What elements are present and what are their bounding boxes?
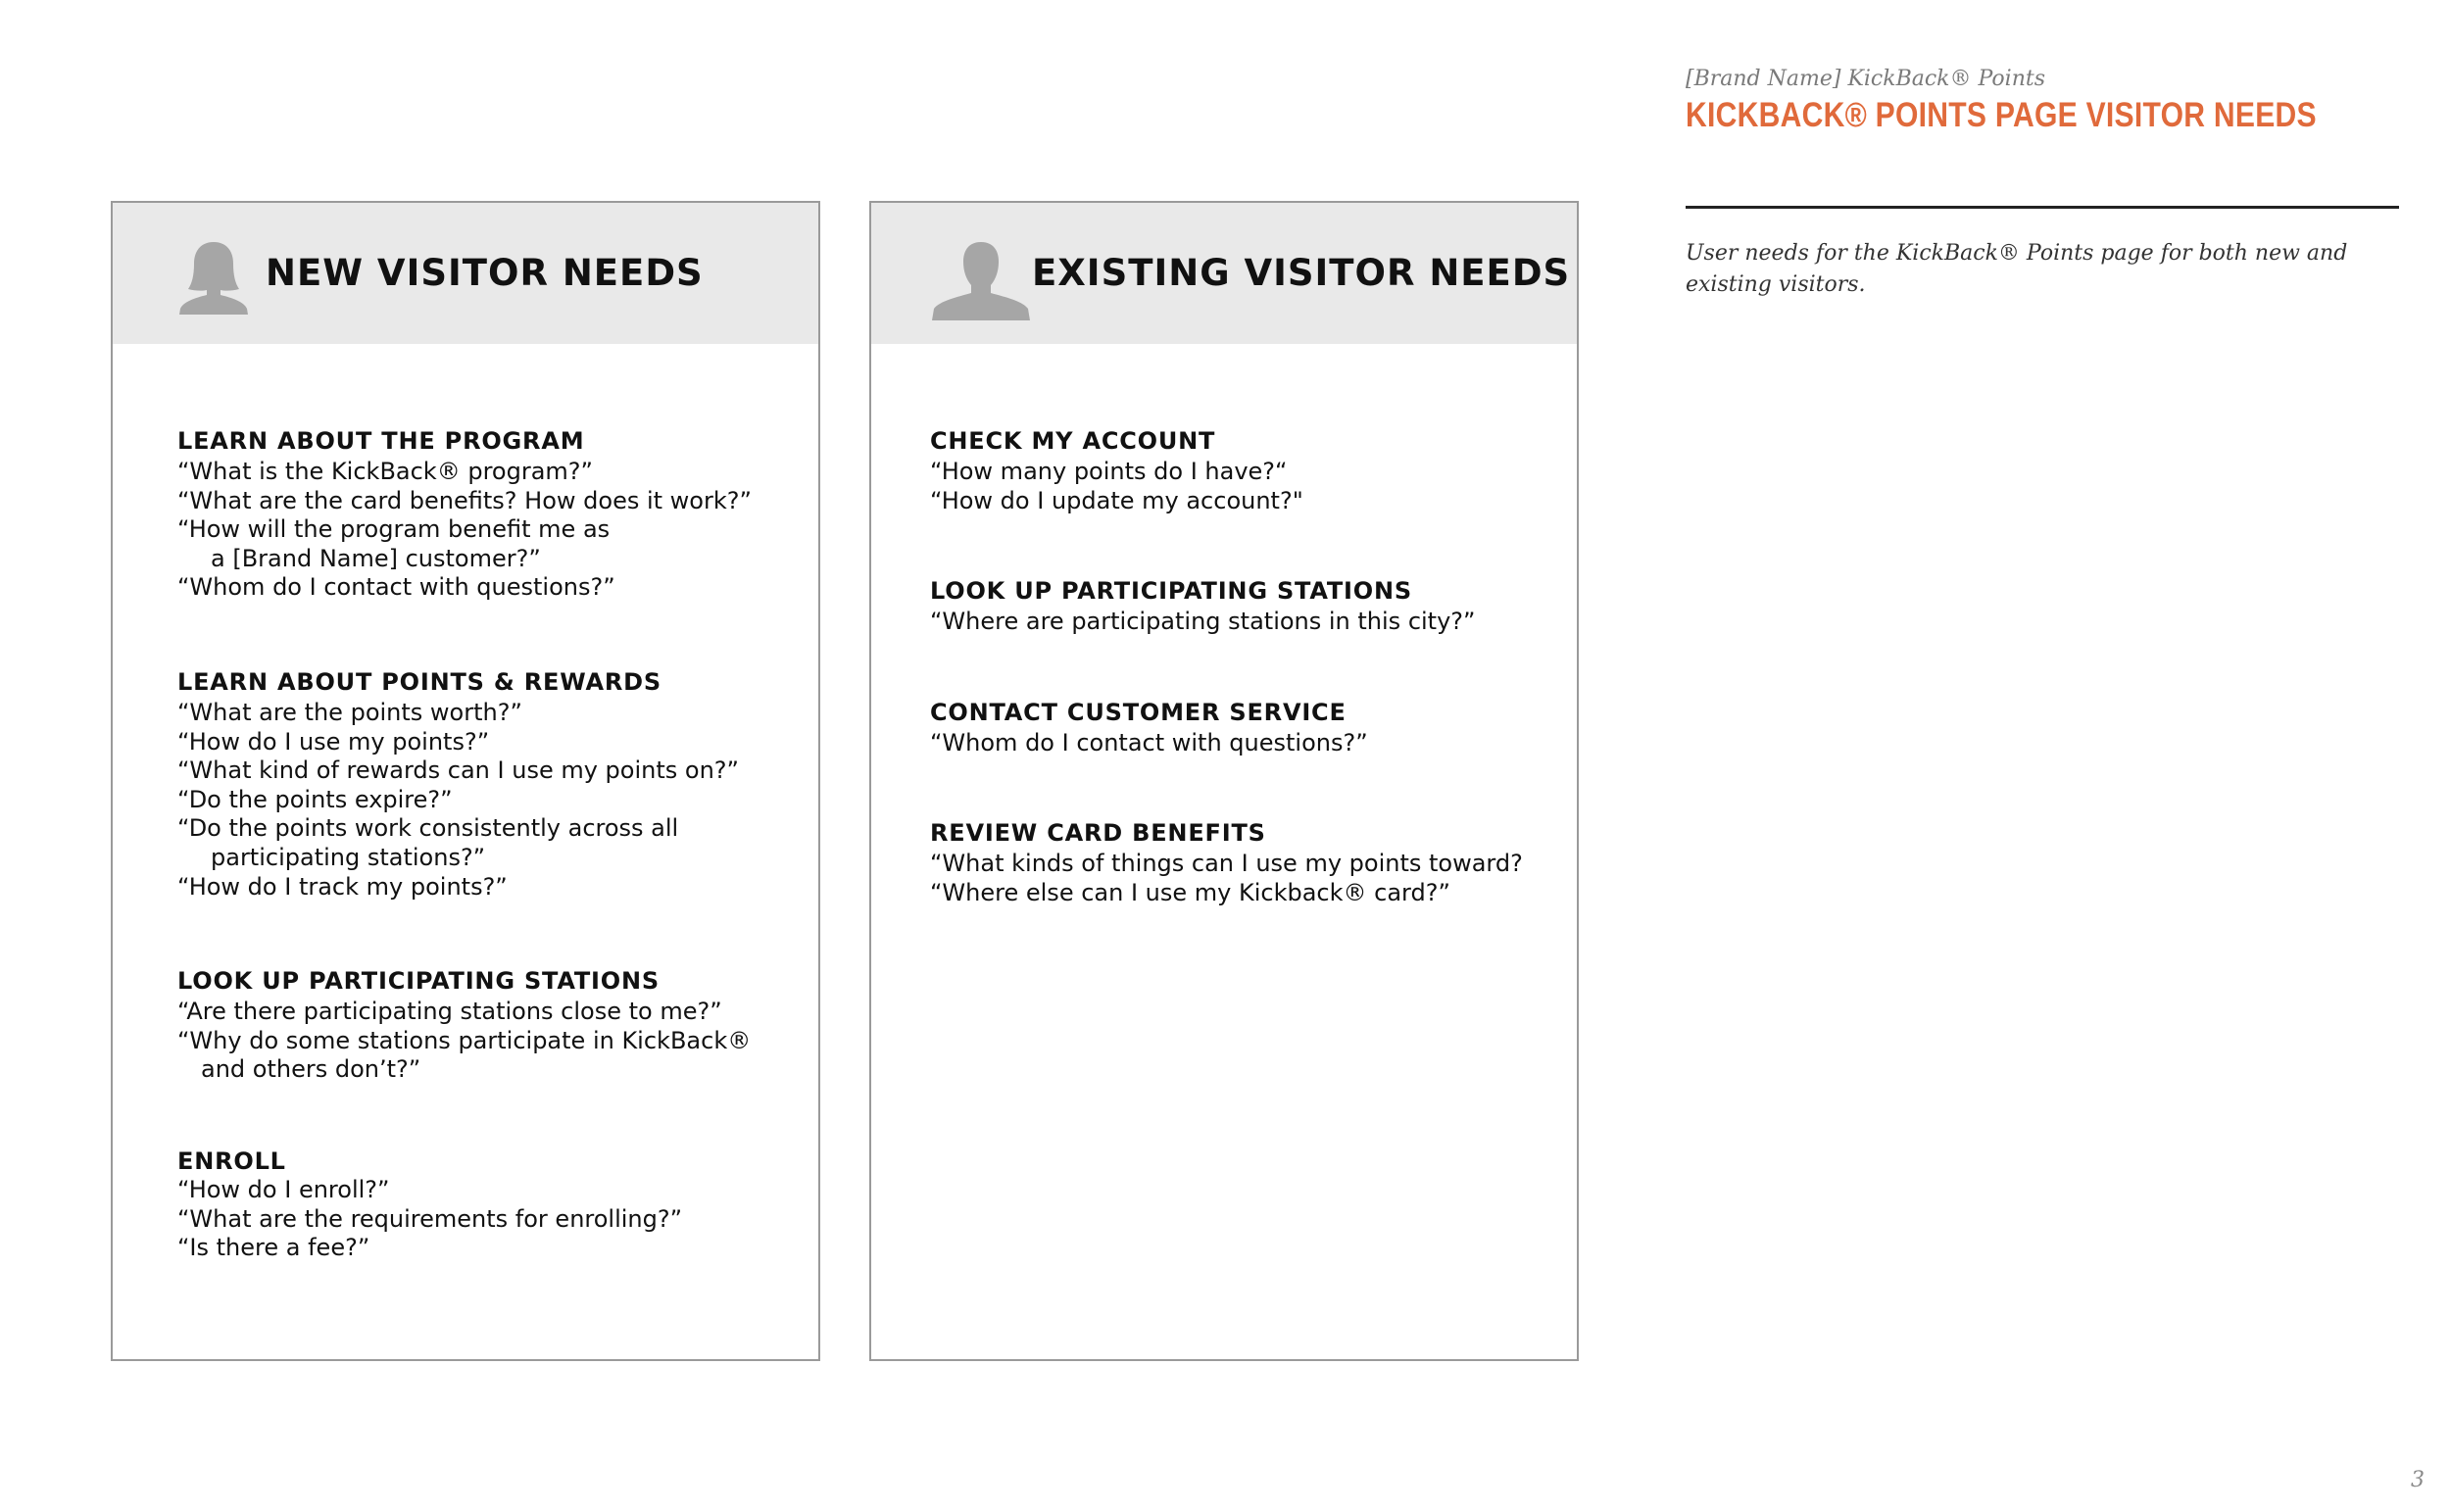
needs-section-enroll (177, 1147, 799, 1263)
question-text: “How will the program benefit me as (177, 515, 611, 544)
question-text: “How do I use my points?” (177, 727, 490, 756)
document-subtitle: [Brand Name] KickBack® Points (1686, 67, 2045, 91)
question-text: “Whom do I contact with questions?” (930, 728, 1368, 756)
new-visitor-needs-list (177, 424, 799, 1263)
question-text: “Do the points expire?” (177, 785, 453, 813)
question-text: “Whom do I contact with questions?” (177, 573, 615, 602)
section-title: CHECK MY ACCOUNT (930, 427, 1216, 455)
question-text: participating stations?” (211, 843, 486, 871)
question-text: “What kind of rewards can I use my points on?” (177, 756, 739, 785)
question-text: “What are the requirements for enrolling?” (177, 1204, 683, 1233)
document-description: User needs for the KickBack® Points page for both new and existing visitors. (1686, 241, 2348, 297)
question-text: “Why do some stations participate in KickBack® (177, 1026, 752, 1054)
question-text: “What are the points worth?” (177, 698, 522, 726)
question-text: “How do I track my points?” (177, 872, 508, 901)
section-title: LEARN ABOUT THE PROGRAM (177, 427, 585, 455)
section-title: LEARN ABOUT POINTS & REWARDS (177, 667, 662, 696)
section-title: ENROLL (177, 1146, 286, 1175)
new-visitor-panel-header (113, 203, 818, 344)
page-number: 3 (2411, 1468, 2425, 1492)
question-text: “Do the points work consistently across all (177, 814, 679, 843)
question-text: “Is there a fee?” (177, 1234, 370, 1262)
question-text: “How many points do I have?“ (930, 458, 1288, 485)
question-text: “How do I enroll?” (177, 1175, 390, 1203)
needs-section-learn-program (177, 424, 799, 603)
needs-section-check-account (930, 424, 1557, 515)
document-title: KICKBACK® POINTS PAGE VISITOR NEEDS (1686, 96, 2317, 134)
new-visitor-panel-title: NEW VISITOR NEEDS (266, 252, 704, 294)
section-title: REVIEW CARD BENEFITS (930, 819, 1266, 848)
existing-visitor-panel (869, 201, 1579, 1361)
title-divider (1686, 206, 2399, 209)
question-text: “Where are participating stations in this city?” (930, 608, 1476, 636)
existing-visitor-needs-list (930, 424, 1557, 908)
question-text: “What kinds of things can I use my points toward? (930, 850, 1523, 878)
needs-section-customer-service (930, 696, 1557, 758)
section-title: CONTACT CUSTOMER SERVICE (930, 698, 1347, 726)
question-text: and others don’t?” (201, 1055, 421, 1084)
male-user-silhouette-icon (930, 240, 1032, 320)
needs-section-lookup-stations (177, 964, 799, 1085)
existing-visitor-panel-title: EXISTING VISITOR NEEDS (1032, 252, 1571, 294)
female-user-silhouette-icon (177, 240, 250, 315)
question-text: “What are the card benefits? How does it work?” (177, 486, 752, 514)
section-title: LOOK UP PARTICIPATING STATIONS (930, 577, 1412, 606)
question-text: “Are there participating stations close to me?” (177, 998, 722, 1026)
new-visitor-panel (111, 201, 820, 1361)
needs-section-card-benefits (930, 816, 1557, 907)
needs-section-points-rewards (177, 665, 799, 902)
question-text: “How do I update my account?" (930, 486, 1303, 514)
question-text: “Where else can I use my Kickback® card?” (930, 878, 1450, 906)
section-title: LOOK UP PARTICIPATING STATIONS (177, 967, 660, 996)
question-text: “What is the KickBack® program?” (177, 458, 593, 485)
question-text: a [Brand Name] customer?” (211, 544, 541, 572)
needs-section-lookup-stations (930, 574, 1557, 637)
existing-visitor-panel-header (871, 203, 1577, 344)
